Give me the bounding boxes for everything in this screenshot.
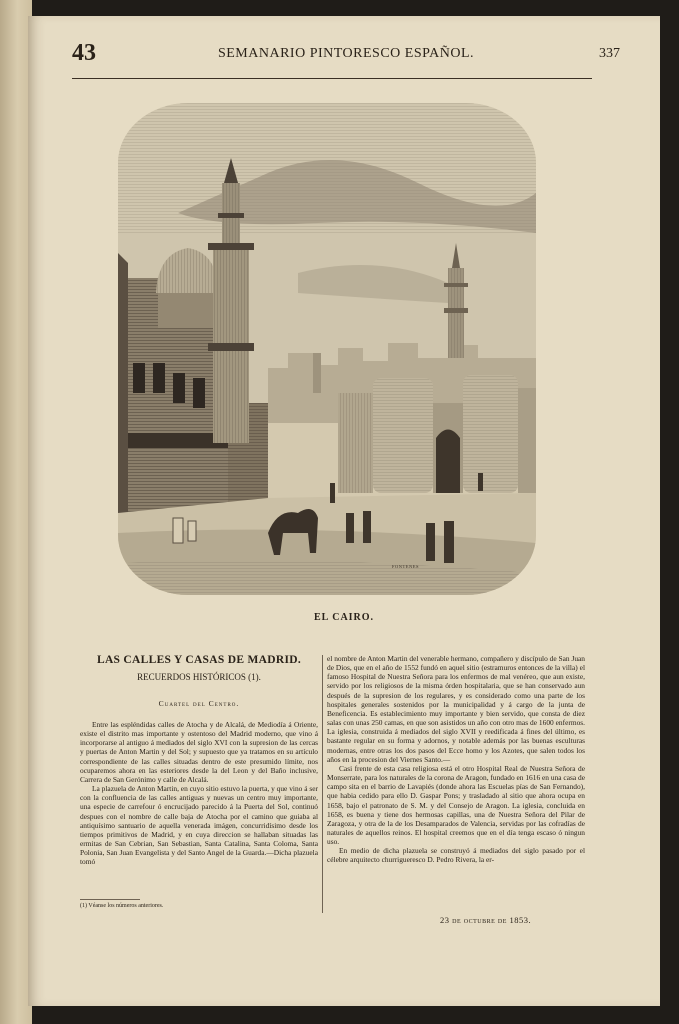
page-number-left: 43 bbox=[72, 40, 96, 66]
article-title: LAS CALLES Y CASAS DE MADRID. bbox=[96, 654, 302, 666]
page-number-right: 337 bbox=[599, 46, 620, 61]
running-title: SEMANARIO PINTORESCO ESPAÑOL. bbox=[217, 46, 475, 61]
el-cairo-engraving bbox=[118, 103, 536, 595]
article-paragraph: el nombre de Anton Martin del venerable hermano, compañero y discípulo de San Juan de Dios, que en el año de 1552 fundó en aquel sitio (estramuros entonces de la villa) el famoso Hospital de Nuestra Señora para los enfermos de mal venéreo, que aun existe, servido por los religiosos de la misma órden hospitalaria, que se han conservado aun después de la supresion de los regulares, y es considerado como una parte de los hospitales generales sostenidos por la municipalidad y á cargo de la junta de Beneficencia. Es establecimiento muy importante y bien servido, que consta de diez salas con unas 250 camas, en que son asistidos un año con otro mas de 1600 enfermos. La iglesia, construida á mediados del siglo XVII y reedificada á fines del último, es bastante regular en su forma y adornos, y notable además por las buenas esculturas modernas, entre otras los dos pasos del Ecce homo y los Azotes, que salen todos los años en la procesion del Viernes Santo.— bbox=[327, 654, 585, 764]
article-paragraph: La plazuela de Anton Martin, en cuyo sitio estuvo la puerta, y que vino á ser con la confluencia de las calles antiguas y nuevas un centro muy importante, una especie de carrefour ó encrucijado parecido á la Puerta del Sol, continuó despues con el nombre de calle baja de Atocha por el camino que guiaba al antiquísimo santuario de aquella venerada imágen, concurridísimo desde los tiempos primitivos de Madrid, y en cuya direccion se hallaban situadas las ermitas de San Cebrian, San Sebastian, Santa Catalina, Santa Coloma, Santa Polonia, San Juan Evangelista y del Santo Angel de la Guarda.—Dicha plazuela tomó bbox=[80, 784, 318, 867]
article-paragraph: Casi frente de esta casa religiosa está el otro Hospital Real de Nuestra Señora de Monserrate, para los naturales de la corona de Aragon, fundado en 1616 en una casa de campo sita en el barrio de Lavapiés (donde ahora las Escuelas pías de San Fernando), que habia cedido para ello D. Gaspar Pons; y trasladado al sitio que ahora ocupa en 1658, bajo el patronato de S. M. y del Consejo de Aragon. La iglesia, concluida en 1658, es buena y tiene dos hermosas capillas, una de Nuestra Señora del Pilar de Zaragoza, y otra de la de los Desamparados de Valencia, servidas por las cofradías de naturales de aquellos reinos. El hospital creemos que en el día tenga escaso ó ningun uso. bbox=[327, 763, 585, 847]
footnote: (1) Véanse los números anteriores. bbox=[80, 903, 164, 909]
article-paragraph: Entre las espléndidas calles de Atocha y de Alcalá, de Mediodía á Oriente, existe el distrito mas importante y ostentoso del Madrid moderno, que vino á incorporarse al antiguo á mediados del siglo XVI con la supresion de las cercas y puertas de Anton Martin y del Sol; y supuesto que ya tratamos en su artículo correspondiente de las calles situadas dentro de este presumido límite, nos ocuparemos ahora en las esteriores desde la del Leon y del Baño inclusive, Carrera de San Gerónimo y calle de Alcalá. bbox=[80, 720, 318, 784]
illustration-caption: EL CAIRO. bbox=[313, 612, 375, 623]
article-column-left bbox=[80, 720, 318, 867]
article-subtitle: RECUERDOS HISTÓRICOS (1). bbox=[137, 672, 261, 682]
header-rule bbox=[72, 78, 592, 79]
page-header bbox=[72, 40, 620, 74]
issue-date: 23 de octubre de 1853. bbox=[440, 915, 532, 925]
article-column-right bbox=[327, 654, 585, 865]
engraver-signature: FONTENES bbox=[392, 564, 420, 569]
section-heading: Cuartel del Centro. bbox=[158, 699, 240, 708]
article-paragraph: En medio de dicha plazuela se construyó á mediados del siglo pasado por el célebre arquitecto churrigueresco D. Pedro Rivera, la er- bbox=[327, 846, 585, 865]
column-divider bbox=[322, 655, 323, 913]
footnote-rule bbox=[80, 899, 140, 900]
